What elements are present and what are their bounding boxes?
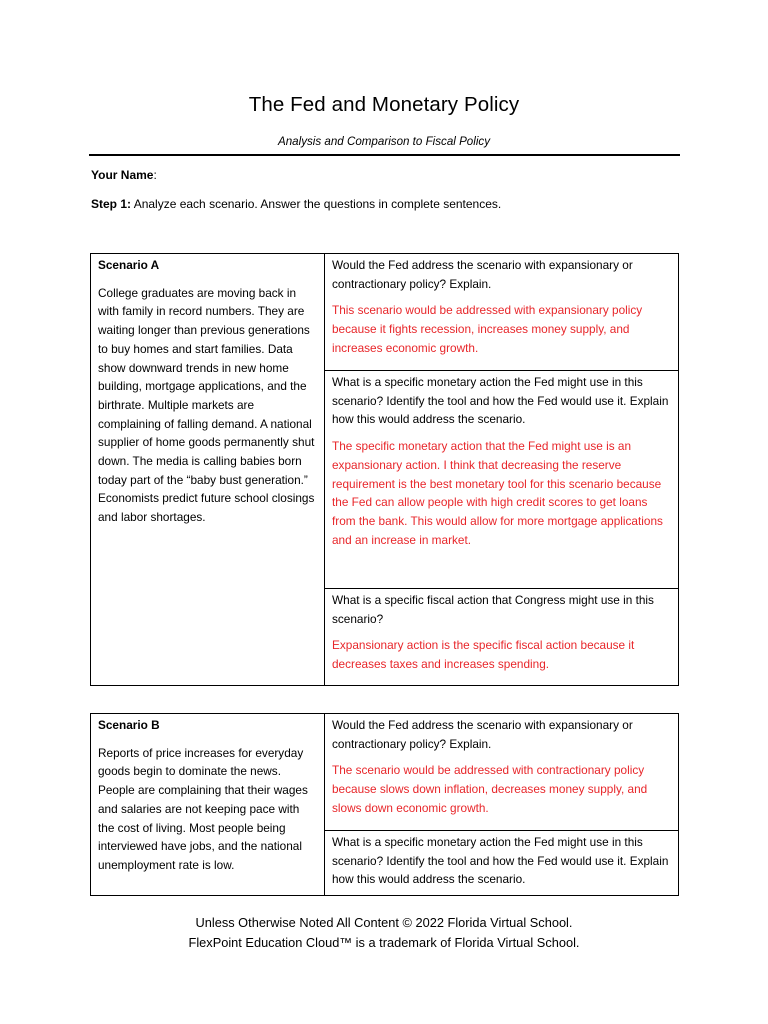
scenario-a-title: Scenario A [98, 258, 160, 272]
scenario-b-q1-cell [325, 714, 679, 831]
scenario-b-description: Reports of price increases for everyday goods begin to dominate the news. People are complaining that their wages and salaries are not keeping pace with the cost of living. Most people being interviewed have jobs, and the national unemployment rate is low. [98, 745, 308, 872]
footer-copyright: Unless Otherwise Noted All Content © 2022 Florida Virtual School. [195, 915, 573, 930]
scenario-a-answer-1: This scenario would be addressed with expansionary policy because it fights recession, increases money supply, and increases economic growth. [332, 303, 643, 355]
scenario-a-question-2: What is a specific monetary action the Fed might use in this scenario? Identify the tool and how the Fed would use it. Explain how this would address the scenario. [332, 375, 669, 427]
step-text: Analyze each scenario. Answer the questions in complete sentences. [131, 197, 502, 211]
scenario-b-question-2: What is a specific monetary action the Fed might use in this scenario? Identify the tool and how the Fed would use it. Explain how this would address the scenario. [332, 835, 669, 887]
scenario-b-table [90, 713, 679, 896]
scenario-a-q2-cell [325, 371, 679, 589]
scenario-a-question-1: Would the Fed address the scenario with expansionary or contractionary policy? Explain. [332, 258, 633, 291]
scenario-b-description-cell [91, 714, 325, 896]
page-subtitle: Analysis and Comparison to Fiscal Policy [278, 135, 490, 148]
name-label: Your Name [91, 168, 154, 182]
scenario-a-question-3: What is a specific fiscal action that Congress might use in this scenario? [332, 593, 654, 626]
scenario-a-q3-cell [325, 589, 679, 686]
scenario-a-q1-cell [325, 254, 679, 371]
footer-trademark: FlexPoint Education Cloud™ is a trademark of Florida Virtual School. [188, 935, 580, 950]
scenario-b-answer-1: The scenario would be addressed with contractionary policy because slows down inflation, decreases money supply, and slows down economic growth. [332, 763, 648, 815]
header-divider [89, 154, 680, 156]
page-title: The Fed and Monetary Policy [248, 93, 520, 116]
scenario-b-title: Scenario B [98, 718, 160, 732]
scenario-a-answer-3: Expansionary action is the specific fiscal action because it decreases taxes and increases spending. [332, 638, 635, 672]
scenario-a-table [90, 253, 679, 686]
scenario-b-question-1: Would the Fed address the scenario with expansionary or contractionary policy? Explain. [332, 718, 633, 751]
scenario-a-description-cell [91, 254, 325, 686]
scenario-a-description: College graduates are moving back in with family in record numbers. They are waiting longer than previous generations to buy homes and start families. Data show downward trends in new home building, mortgage applications, and the birthrate. Multiple markets are complaining of falling demand. A national supplier of home goods permanently shut down. The media is calling babies born today part of the “baby bust generation.” Economists predict future school closings and labor shortages. [98, 285, 315, 525]
footer [0, 913, 768, 953]
step-label: Step 1: [91, 197, 132, 211]
step-instructions [91, 197, 501, 211]
scenario-b-q2-cell [325, 831, 679, 896]
name-line [91, 168, 157, 182]
scenario-a-answer-2: The specific monetary action that the Fed might use is an expansionary action. I think that decreasing the reserve requirement is the best monetary tool for this scenario because the Fed can allow people with high credit scores to get loans from the bank. This would allow for more mortgage applications and an increase in market. [332, 439, 663, 547]
name-colon: : [153, 168, 157, 182]
